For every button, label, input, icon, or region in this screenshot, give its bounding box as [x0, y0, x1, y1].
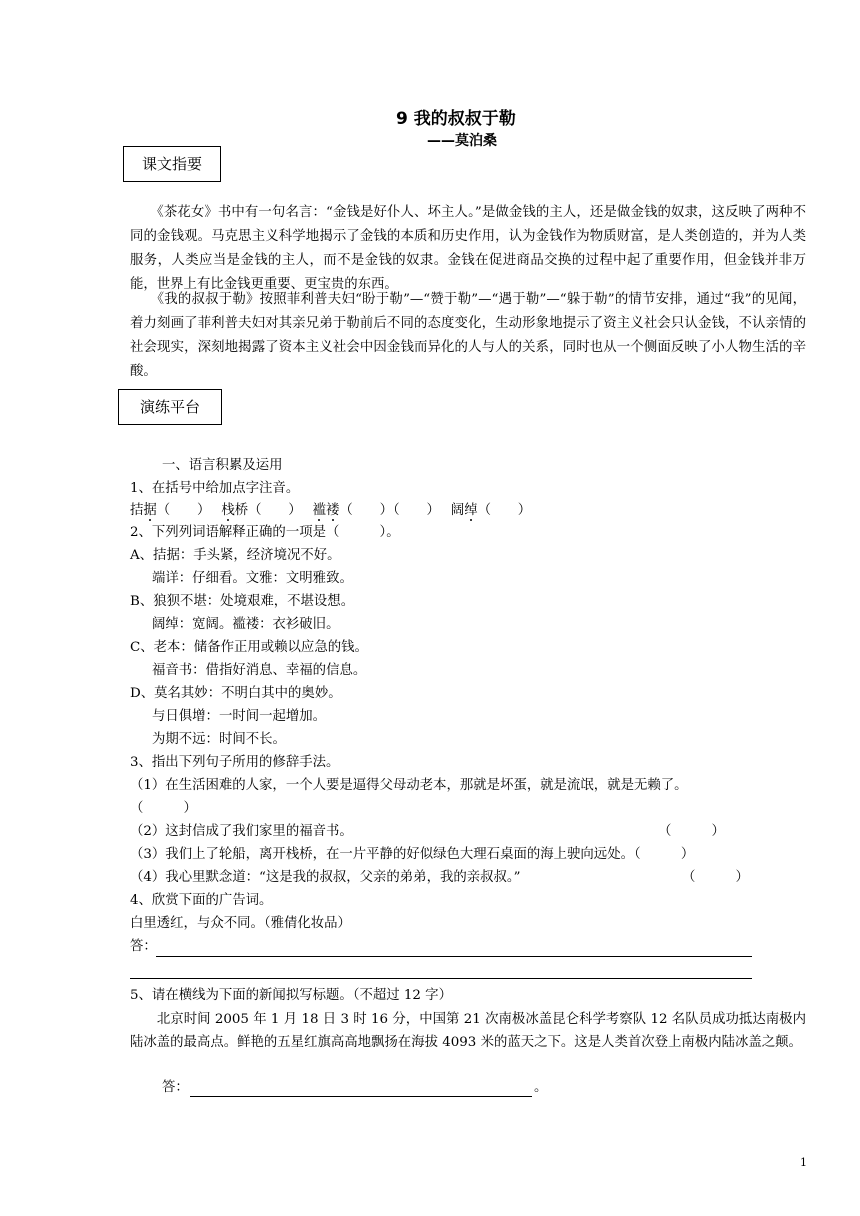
rhetoric-sentence-1: （1）在生活困难的人家，一个人要是逼得父母动老本，那就是坏蛋，就是流氓，就是无赖了。	[130, 778, 688, 793]
answer-line-5[interactable]	[190, 1096, 532, 1097]
dotted-char: 绰	[464, 503, 478, 518]
pinyin-blank: （ ）	[477, 503, 532, 518]
pinyin-blank: （ ）	[156, 503, 204, 518]
option-c-line-1: C、老本：储备作正用或赖以应急的钱。	[130, 640, 368, 655]
question-4-title: 4、欣赏下面的广告词。	[130, 893, 273, 908]
dotted-char: 褛	[326, 503, 340, 518]
summary-paragraph-1	[130, 201, 806, 297]
char: 桥	[234, 503, 249, 518]
rhetoric-sentence-4: （4）我心里默念道：“这是我的叔叔，父亲的弟弟，我的亲叔叔。”	[130, 870, 521, 885]
section-label-summary: 课文指要	[123, 146, 221, 182]
answer-end-mark: 。	[534, 1080, 548, 1095]
question-5-title: 5、请在横线为下面的新闻拟写标题。（不超过 12 字）	[130, 988, 452, 1003]
word-zhanqiao	[221, 503, 248, 518]
news-text: 北京时间 2005 年 1 月 18 日 3 时 16 分，中国第 21 次南极冰盖昆仑科学考察队 12 名队员成功抵达南极内陆冰盖的最高点。鲜艳的五星红旗高高地飘扬在海拔 4093 米的蓝天之下。这是人类首次登上南极内陆冰盖之颠。	[130, 1012, 806, 1050]
word-lanlv	[313, 503, 340, 518]
rhetoric-sentence-2: （2）这封信成了我们家里的福音书。	[130, 824, 353, 839]
question-2-title: 2、下列列词语解释正确的一项是（ ）。	[130, 525, 400, 540]
option-d-line-3: 为期不远：时间不长。	[152, 732, 286, 747]
summary-paragraph-2	[130, 288, 806, 384]
page-number: 1	[800, 1156, 807, 1169]
news-paragraph	[130, 1008, 806, 1054]
option-a-line-2: 端详：仔细看。文雅：文明雅致。	[152, 571, 353, 586]
question-1-words	[130, 500, 531, 522]
question-1-title: 1、在括号中给加点字注音。	[130, 481, 300, 496]
word-jieju	[130, 503, 157, 518]
lesson-title: 9 我的叔叔于勒	[396, 109, 516, 129]
char: 拮	[130, 503, 144, 518]
part-heading: 一、语言积累及运用	[162, 458, 283, 473]
summary-paragraph-1-text: 《茶花女》书中有一句名言：“金钱是好仆人、坏主人。”是做金钱的主人，还是做金钱的奴隶，这反映了两种不同的金钱观。马克思主义科学地揭示了金钱的本质和历史作用，认为金钱作为物质财富，是人类创造的，并为人类服务，人类应当是金钱的主人，而不是金钱的奴隶。金钱在促进商品交换的过程中起了重要作用，但金钱并非万能，世界上有比金钱更重要、更宝贵的东西。	[130, 205, 806, 292]
rhetoric-blank-1: （ ）	[130, 801, 197, 816]
answer-line-4a[interactable]	[156, 956, 752, 957]
answer-label-5: 答：	[162, 1080, 189, 1095]
question-3-title: 3、指出下列句子所用的修辞手法。	[130, 755, 340, 770]
ad-slogan: 白里透红，与众不同。（雅倩化妆品）	[130, 916, 351, 931]
section-label-practice: 演练平台	[118, 389, 222, 425]
rhetoric-sentence-3: （3）我们上了轮船，离开栈桥，在一片平静的好似绿色大理石桌面的海上驶向远处。（ ）	[130, 847, 695, 862]
dotted-char: 据	[143, 503, 157, 518]
dotted-char: 栈	[221, 503, 235, 518]
rhetoric-blank-2: （ ）	[658, 824, 725, 839]
char: 阔	[450, 503, 465, 518]
lesson-author: ——莫泊桑	[427, 133, 497, 149]
dotted-char: 褴	[312, 503, 327, 518]
pinyin-blank: （ ）（ ）	[339, 503, 434, 518]
answer-label-4: 答：	[130, 939, 157, 954]
pinyin-blank: （ ）	[248, 503, 295, 518]
option-b-line-1: B、狼狈不堪：处境艰难，不堪设想。	[130, 594, 355, 609]
rhetoric-blank-4: （ ）	[682, 870, 749, 885]
option-d-line-2: 与日俱增：一时间一起增加。	[152, 709, 327, 724]
answer-line-4b[interactable]	[130, 978, 752, 979]
word-kuochuo	[451, 503, 478, 518]
option-a-line-1: A、拮据：手头紧，经济境况不好。	[130, 548, 341, 563]
option-d-line-1: D、莫名其妙：不明白其中的奥妙。	[130, 686, 342, 701]
option-c-line-2: 福音书：借指好消息、幸福的信息。	[152, 663, 367, 678]
summary-paragraph-2-text: 《我的叔叔于勒》按照菲利普夫妇“盼于勒”—“赞于勒”—“遇于勒”—“躲于勒”的情节安排，通过“我”的见闻，着力刻画了菲利普夫妇对其亲兄弟于勒前后不同的态度变化，生动形象地提示了资主义社会只认金钱，不认亲情的社会现实，深刻地揭露了资本主义社会中因金钱而异化的人与人的关系，同时也从一个侧面反映了小人物生活的辛酸。	[130, 292, 807, 379]
option-b-line-2: 阔绰：宽阔。褴褛：衣衫破旧。	[152, 617, 340, 632]
